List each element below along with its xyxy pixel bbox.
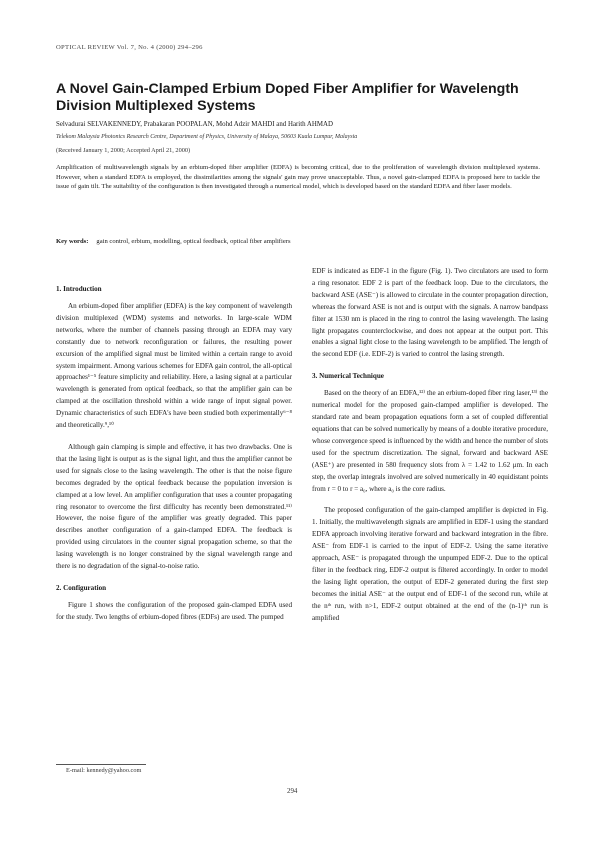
config-paragraph-1: Figure 1 shows the configuration of the proposed gain-clamped EDFA used for the study. Two lengths of erbium-doped fibres (EDFs) are used. The pumped [56, 600, 292, 621]
journal-header: OPTICAL REVIEW Vol. 7, No. 4 (2000) 294–296 [56, 44, 203, 51]
paper-title: A Novel Gain-Clamped Erbium Doped Fiber Amplifier for Wavelength Division Multiplexed Systems [56, 81, 519, 114]
keywords-label: Key words: [56, 238, 89, 245]
numerical-paragraph-1: Based on the theory of an EDFA,¹²⁾ the an erbium-doped fiber ring laser,¹³⁾ the numerical model for the proposed gain-clamped amplifier is developed. The standard rate and beam propagation equations form a set of coupled differential equations that can be solved numerically by means of a double iterative procedure, whose convergence speed is influenced by the width and hence the number of slots used for the spectrum discretization. The signal, forward and backward ASE (ASE⁺) are presented in 580 frequency slots from λ = 1.42 to 1.62 μm. In each step, the overlap integrals involved are solved numerically in 40 equidistant points from r = 0 to r = a₀, where a₀ is the core radius. [312, 389, 548, 493]
left-column [56, 284, 292, 634]
footnote-email: E-mail: kennedy@yahoo.com [66, 767, 142, 774]
keywords-text: gain control, erbium, modelling, optical feedback, optical fiber amplifiers [96, 238, 291, 245]
page-number: 294 [287, 788, 298, 795]
abstract: Amplification of multiwavelength signals by an erbium-doped fiber amplifier (EDFA) is becoming critical, due to the proliferation of wavelength division multiplexed systems. However, when a standard EDFA is employed, the dissimilarities among the signals' gain may prove unacceptable. Thus, a novel gain-clamped EDFA is proposed here to tackle the issue of gain tilt. The suitability of the configuration is then investigated through a numerical model, which is developed based on the standard EDFA and fiber laser models. [56, 164, 540, 191]
numerical-paragraph-2: The proposed configuration of the gain-clamped amplifier is depicted in Fig. 1. Initially, the multiwavelength signals are amplified in EDF-1 using the standard EDFA approach involving iterative forward and backward integration in the fibre. ASE⁻ from EDF-1 is carried to the input of EDF-2. Using the same iterative approach, ASE⁻ is propagated through the unpumped EDF-2. Due to the optical filter in the feedback ring, EDF-2 output is filtered accordingly. In order to model the lasing light operation, the output of EDF-2 generated during the first step becomes the initial ASE⁻ at the output end of EDF-1 of the second run, while at the nᵗʰ run, with n>1, EDF-2 output obtained at the end of the (n-1)ᵗʰ run is amplified [312, 506, 548, 622]
section-heading-introduction: 1. Introduction [56, 285, 102, 293]
right-column [312, 266, 548, 634]
intro-paragraph-1: An erbium-doped fiber amplifier (EDFA) is the key component of wavelength division multiplexed (WDM) systems and networks. In large-scale WDM networks, where the number of channels passing through an EDFA may vary constantly due to network reconfiguration or failures, the resulting power excursion of the amplified signal must be limited within a certain range to avoid system impairment. Among various schemes for EDFA gain control, the all-optical approaches¹⁻⁵ feature simplicity and reliability. Here, a lasing signal at a particular wavelength is generated from optical feedback, so that the amplifier gain can be clamped at the oscillation threshold within a wide range of input signal power. Dynamic characteristics of such EDFA's have been studied both experimentally⁶⁻⁸ and theoretically.⁹,¹⁰ [56, 302, 292, 430]
section-heading-configuration: 2. Configuration [56, 583, 107, 592]
section-heading-numerical: 3. Numerical Technique [312, 372, 384, 381]
footnote-divider [56, 764, 146, 765]
intro-paragraph-2: Although gain clamping is simple and effective, it has two drawbacks. One is that the lasing light is output as is the signal light, and thus the amplifier cannot be used for signals close to the lasing wavelength. The other is that the noise figure becomes degraded by the optical feedback because the population inversion is clamped at a low level. An amplifier configuration that uses a counter propagating ring resonator to overcome the first difficulty has recently been demonstrated.¹¹⁾ However, the noise figure of the amplifier was greatly degraded. This paper describes another configuration of a gain-clamped EDFA. The feedback is provided using circulators in the counter signal propagation scheme, so that the lasing wavelength is no longer constrained by the signal wavelength range and there is no degradation of the signal-to-noise ratio. [56, 442, 292, 571]
author-list: Selvadurai SELVAKENNEDY, Prabakaran POOPALAN, Mohd Adzir MAHDI and Harith AHMAD [56, 121, 333, 128]
received-date: (Received January 1, 2000; Accepted April 21, 2000) [56, 147, 191, 154]
affiliation: Telekom Malaysia Photonics Research Centre, Department of Physics, University of Malaya, 50603 Kuala Lumpur, Malaysia [56, 134, 358, 140]
keywords-line [56, 238, 540, 245]
config-paragraph-2: EDF is indicated as EDF-1 in the figure (Fig. 1). Two circulators are used to form a ring resonator. EDF 2 is part of the feedback loop. Due to the circulators, the backward ASE (ASE⁻) is allowed to circulate in the counter propagation direction, whereas the forward ASE is not and is output with the signals. A narrow bandpass filter at 1530 nm is placed in the ring to control the lasing wavelength. The lasing light propagates counterclockwise, and does not appear at the output port. This enables a signal light close to the lasing wavelength to be amplified. The length of the second EDF (i.e. EDF-2) is varied to control the lasing strength. [312, 267, 548, 359]
